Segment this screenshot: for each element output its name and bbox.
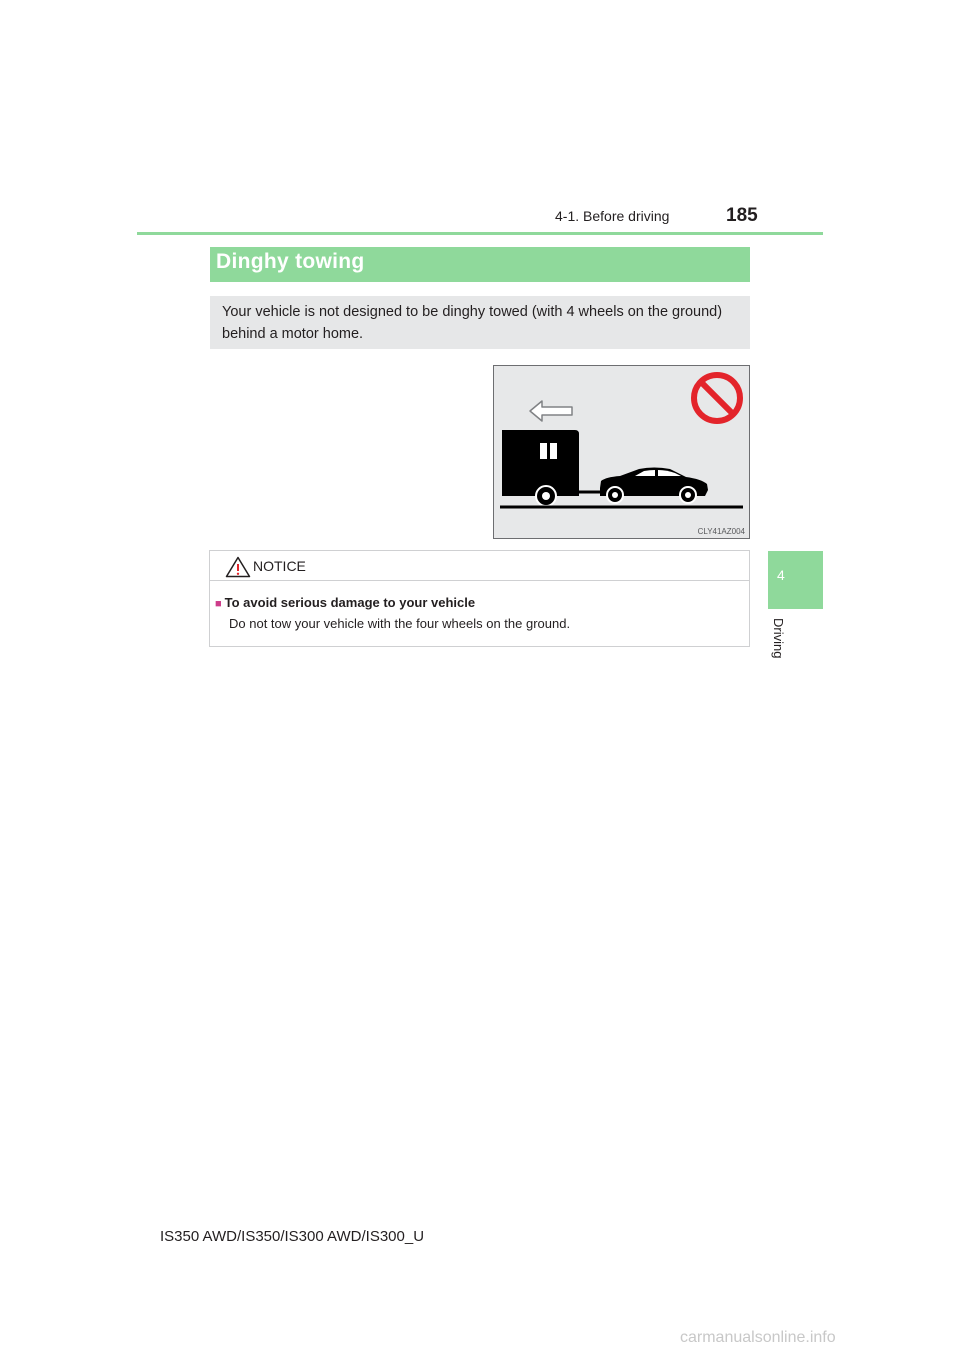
chapter-label: Driving	[771, 618, 786, 659]
header-section: 4-1. Before driving	[555, 208, 670, 224]
notice-item-body: Do not tow your vehicle with the four wheels on the ground.	[229, 616, 571, 631]
notice-item-title	[215, 595, 475, 610]
section-title-bar	[210, 247, 750, 282]
intro-text: Your vehicle is not designed to be dinghy towed (with 4 wheels on the ground) behind a motor home.	[222, 304, 723, 342]
car-icon	[600, 468, 708, 504]
motor-home-icon	[502, 430, 602, 506]
chapter-number: 4	[777, 567, 785, 583]
section-title: Dinghy towing	[216, 250, 365, 273]
header-rule	[137, 232, 823, 235]
figure-code: CLY41AZ004	[697, 527, 745, 536]
notice-box	[209, 550, 750, 647]
notice-header	[210, 551, 749, 581]
towing-illustration	[493, 365, 750, 539]
bullet-square-icon: ■	[215, 598, 222, 610]
prohibited-icon	[694, 375, 740, 421]
chapter-tab	[768, 551, 823, 609]
watermark: carmanualsonline.info	[680, 1329, 836, 1346]
page-number: 185	[726, 205, 758, 226]
intro-box	[210, 296, 750, 349]
notice-item-title-text: To avoid serious damage to your vehicle	[224, 595, 476, 610]
arrow-left-icon	[530, 401, 572, 421]
footer-model: IS350 AWD/IS350/IS300 AWD/IS300_U	[160, 1228, 425, 1245]
warning-triangle-icon	[225, 556, 251, 578]
notice-label: NOTICE	[253, 558, 306, 574]
